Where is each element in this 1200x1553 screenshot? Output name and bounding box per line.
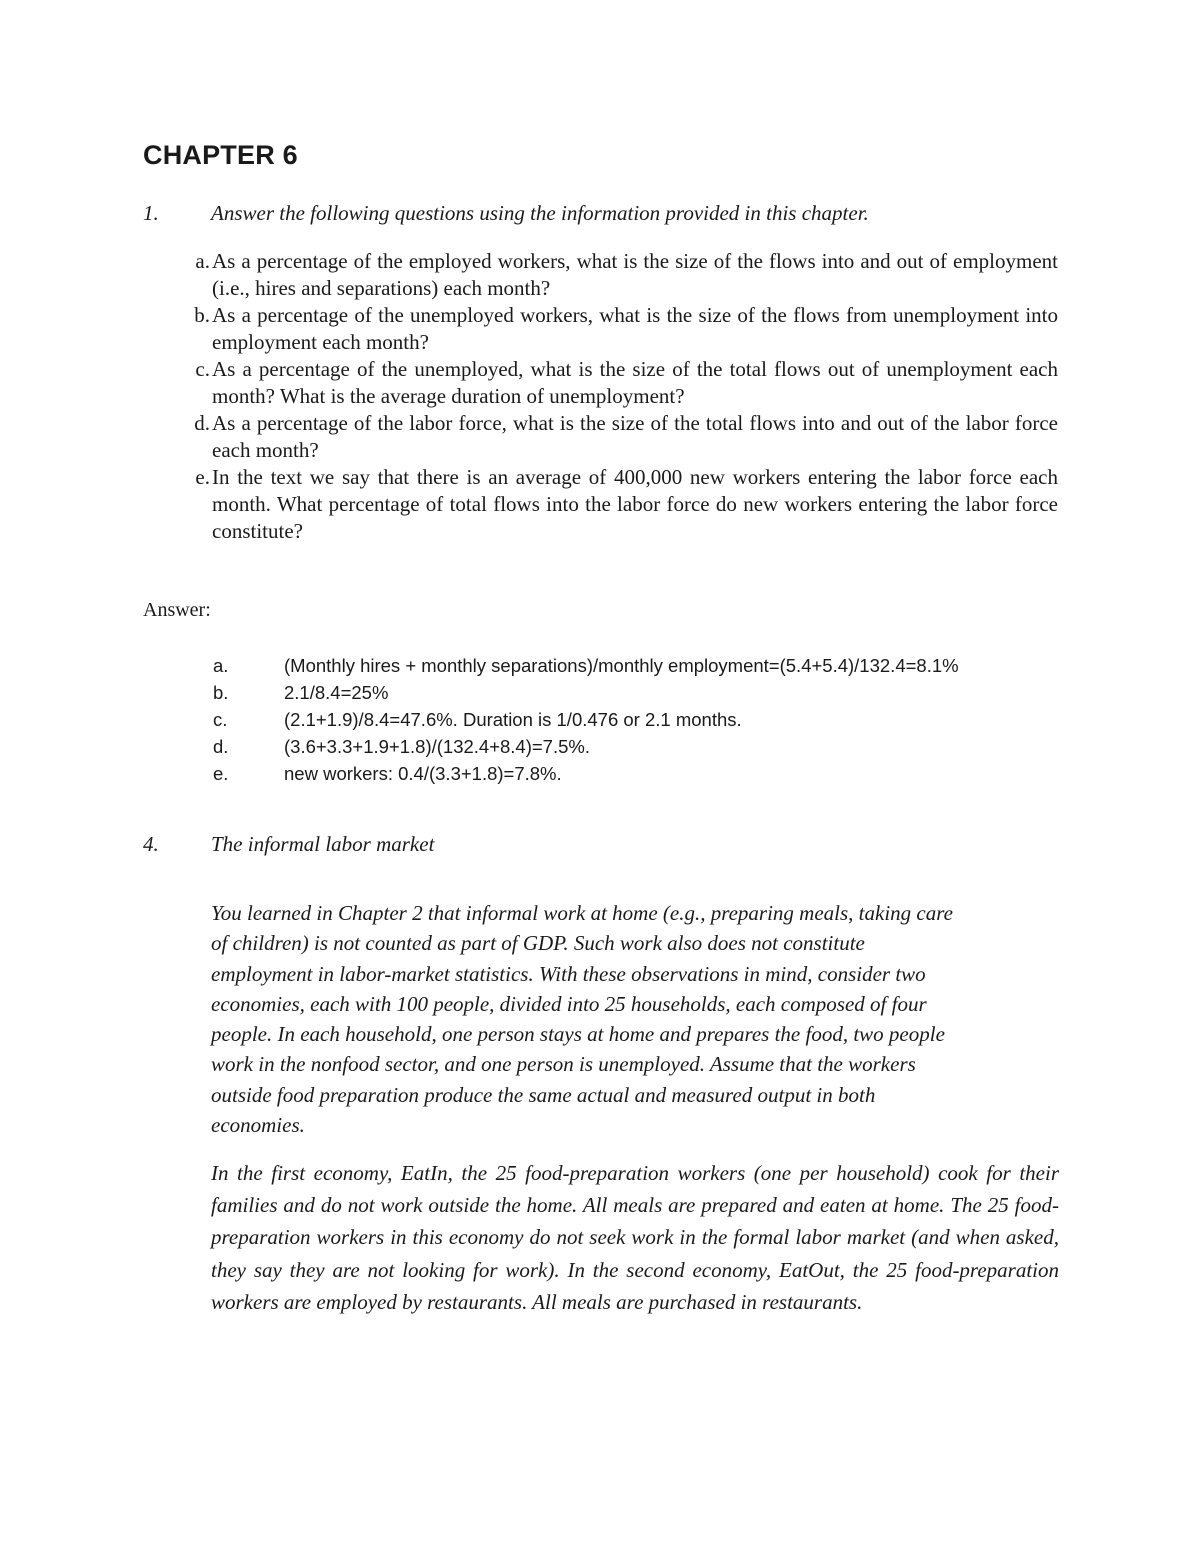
paragraph-line: economies. [211, 1113, 305, 1138]
paragraph-line: people. In each household, one person stays at home and prepares the food, two people [211, 1022, 945, 1047]
question-4-number: 4. [143, 832, 159, 856]
answer-text: 2.1/8.4=25% [284, 682, 389, 703]
sub-question-text: In the text we say that there is an average of 400,000 new workers entering the labor force each month. What percentage of total flows into the labor force do new workers entering the labor force constitute? [212, 465, 1058, 543]
paragraph-line: economies, each with 100 people, divided into 25 households, each composed of four [211, 991, 927, 1016]
answer-letter: a. [213, 655, 229, 676]
sub-question-text: As a percentage of the unemployed, what is the size of the total flows out of unemployment each month? What is the average duration of unemployment? [212, 357, 1058, 408]
paragraph-line: outside food preparation produce the same actual and measured output in both [211, 1082, 876, 1107]
question-1-text: Answer the following questions using the information provided in this chapter. [211, 201, 869, 225]
answer-label: Answer: [143, 599, 211, 621]
answer-letter: b. [213, 682, 229, 703]
paragraph-line: employment in labor-market statistics. With these observations in mind, consider two [211, 961, 926, 986]
sub-question-letter: d. [194, 411, 210, 435]
answer-text: (3.6+3.3+1.9+1.8)/(132.4+8.4)=7.5%. [284, 736, 590, 757]
sub-question-letter: c. [195, 357, 210, 381]
sub-question-letter: e. [195, 465, 210, 489]
question-4-paragraph-1 [211, 898, 1059, 1140]
sub-question-text: As a percentage of the employed workers, what is the size of the flows into and out of employment (i.e., hires and separations) each month? [212, 249, 1058, 300]
paragraph-line: work in the nonfood sector, and one person is unemployed. Assume that the workers [211, 1052, 916, 1077]
answer-text: (Monthly hires + monthly separations)/monthly employment=(5.4+5.4)/132.4=8.1% [284, 655, 959, 676]
question-4-paragraph-2: In the first economy, EatIn, the 25 food-preparation workers (one per household) cook for their families and do not work outside the home. All meals are prepared and eaten at home. The 25 food-preparation workers in this economy do not seek work in the formal labor market (and when asked, they say they are not looking for work). In the second economy, EatOut, the 25 food-preparation workers are employed by restaurants. All meals are purchased in restaurants. [211, 1161, 1059, 1314]
paragraph-line: of children) is not counted as part of GDP. Such work also does not constitute [211, 931, 865, 956]
answer-text: new workers: 0.4/(3.3+1.8)=7.8%. [284, 763, 562, 784]
chapter-title: CHAPTER 6 [143, 140, 298, 170]
question-4-title: The informal labor market [211, 832, 435, 856]
sub-question-text: As a percentage of the labor force, what is the size of the total flows into and out of the labor force each month? [212, 411, 1058, 462]
sub-question-letter: b. [194, 303, 210, 327]
sub-question-letter: a. [195, 249, 210, 273]
answer-letter: c. [213, 709, 228, 730]
answer-letter: e. [213, 763, 229, 784]
answer-text: (2.1+1.9)/8.4=47.6%. Duration is 1/0.476 or 2.1 months. [284, 709, 742, 730]
sub-question-text: As a percentage of the unemployed workers, what is the size of the flows from unemployment into employment each month? [212, 303, 1058, 354]
answer-letter: d. [213, 736, 229, 757]
question-1-number: 1. [143, 201, 159, 225]
paragraph-line: You learned in Chapter 2 that informal work at home (e.g., preparing meals, taking care [211, 901, 953, 925]
